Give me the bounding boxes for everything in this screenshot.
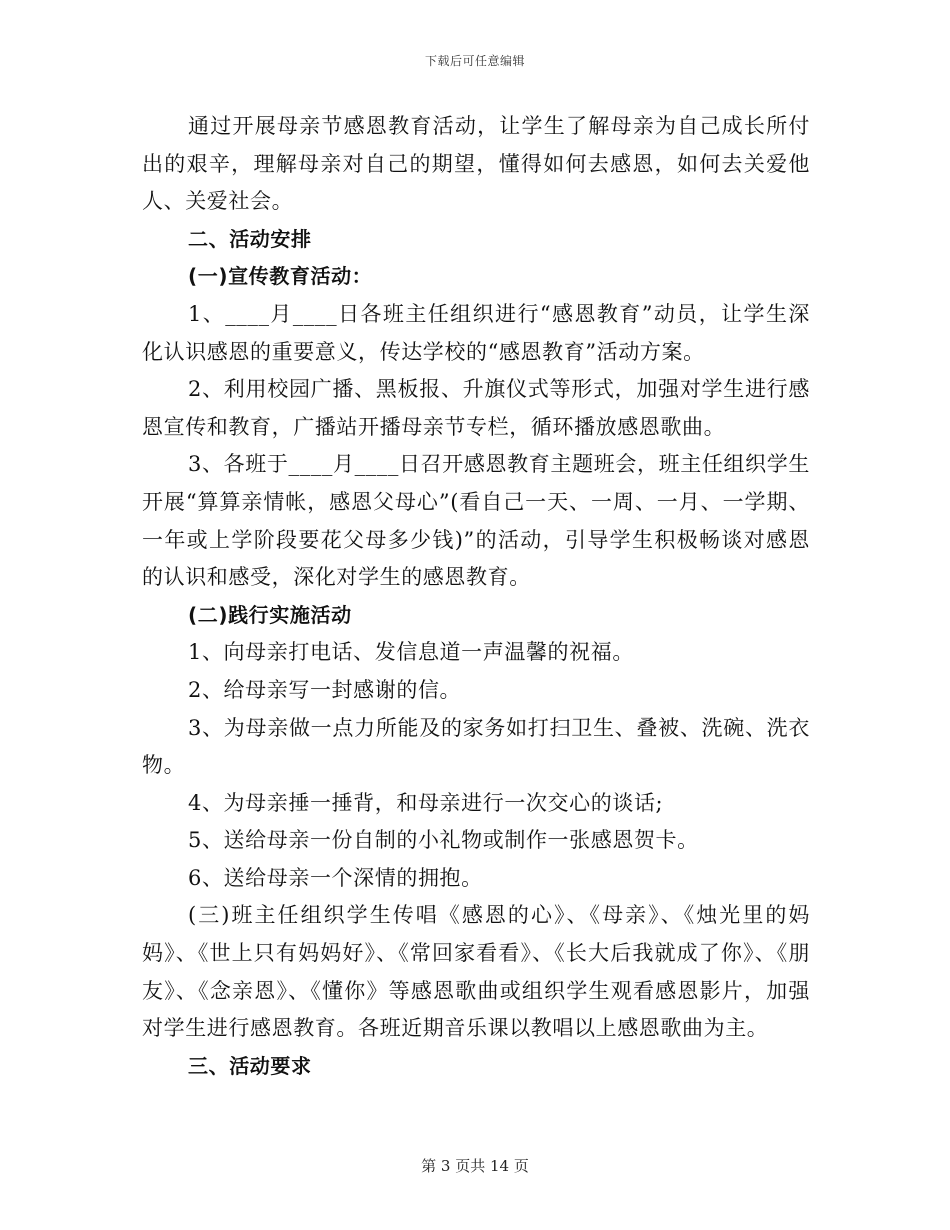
practice-item-1: 1、向母亲打电话、发信息道一声温馨的祝福。 bbox=[188, 640, 634, 665]
practice-item-5: 5、送给母亲一份自制的小礼物或制作一张感恩贺卡。 bbox=[188, 828, 699, 853]
practice-item-3: 3、为母亲做一点力所能及的家务如打扫卫生、叠被、洗碗、洗衣物。 bbox=[142, 715, 810, 778]
publicity-item-2: 2、利用校园广播、黑板报、升旗仪式等形式，加强对学生进行感恩宣传和教育，广播站开播母亲节专栏，循环播放感恩歌曲。 bbox=[142, 377, 810, 439]
intro-paragraph: 通过开展母亲节感恩教育活动，让学生了解母亲为自己成长所付出的艰辛，理解母亲对自己的期望，懂得如何去感恩，如何去关爱他人、关爱社会。 bbox=[142, 114, 810, 214]
section-heading-requirements: 三、活动要求 bbox=[188, 1053, 312, 1078]
practice-item-4: 4、为母亲捶一捶背，和母亲进行一次交心的谈话; bbox=[188, 790, 664, 815]
subsection-heading-practice: (二)践行实施活动 bbox=[188, 602, 352, 627]
practice-item-2: 2、给母亲写一封感谢的信。 bbox=[188, 677, 462, 702]
subsection-heading-publicity: (一)宣传教育活动： bbox=[188, 264, 373, 289]
songs-paragraph: (三)班主任组织学生传唱《感恩的心》、《母亲》、《烛光里的妈妈》、《世上只有妈妈好》、《常回家看看》、《长大后我就成了你》、《朋友》、《念亲恩》、《懂你》等感恩歌曲或组织学生观看感恩影片，加强对学生进行感恩教育。各班近期音乐课以教唱以上感恩歌曲为主。 bbox=[142, 903, 810, 1041]
practice-item-6: 6、送给母亲一个深情的拥抱。 bbox=[188, 865, 483, 890]
document-body bbox=[142, 108, 810, 1085]
page-header: 下载后可任意编辑 bbox=[424, 54, 525, 68]
publicity-item-1: 1、____月____日各班主任组织进行“感恩教育”动员，让学生深化认识感恩的重要意义，传达学校的“感恩教育”活动方案。 bbox=[142, 301, 810, 364]
publicity-item-3: 3、各班于____月____日召开感恩教育主题班会，班主任组织学生开展“算算亲情帐，感恩父母心”(看自己一天、一周、一月、一学期、一年或上学阶段要花父母多少钱)”的活动，引导学生积极畅谈对感恩的认识和感受，深化对学生的感恩教育。 bbox=[142, 452, 810, 590]
page-number: 第 3 页共 14 页 bbox=[421, 1157, 529, 1175]
section-heading-activity-arrangement: 二、活动安排 bbox=[188, 226, 312, 251]
